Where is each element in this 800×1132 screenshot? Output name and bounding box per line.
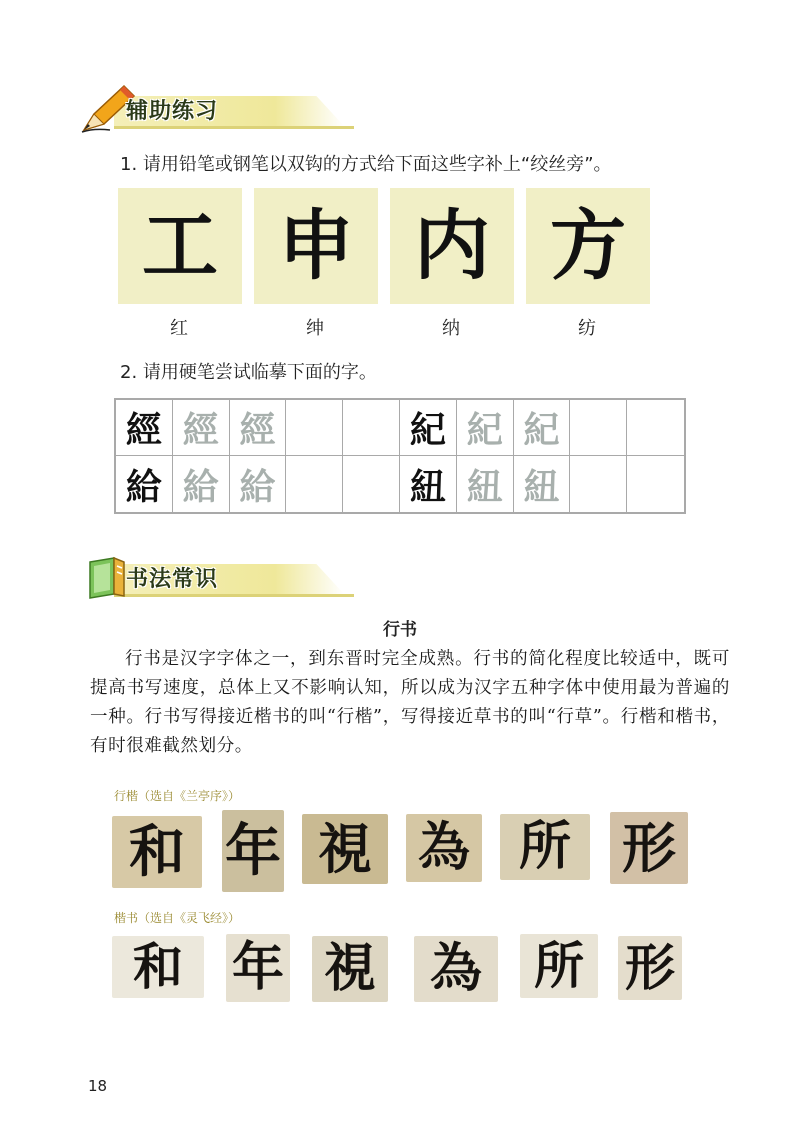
sample-glyph: 為 [429,938,482,999]
char-label-2: 绅 [306,318,324,339]
section-title: 辅助练习 [126,99,219,124]
grid-cell-trace[interactable]: 經 [230,400,287,456]
sample-glyph: 形 [625,938,675,997]
sample-caption-xingkai: 行楷（选自《兰亭序》） [114,789,241,803]
char-label-3: 纳 [442,318,460,339]
grid-cell-empty[interactable] [286,400,343,456]
grid-cell-trace[interactable]: 給 [173,456,230,512]
sample-glyph: 視 [318,817,372,881]
sample-tile [112,936,204,998]
grid-cell-empty[interactable] [343,400,400,456]
page-number: 18 [88,1077,108,1095]
sample-tile [618,936,682,1000]
grid-cell-model[interactable]: 給 [116,456,173,512]
sample-caption-kaishu: 楷书（选自《灵飞经》） [114,911,241,925]
char-box-4 [526,188,650,304]
char-box-3 [390,188,514,304]
sample-glyph: 和 [129,819,185,885]
sample-glyph: 年 [231,937,284,998]
sample-tile [414,936,498,1002]
sample-tile [226,934,290,1002]
char-box-2 [254,188,378,304]
sample-glyph: 年 [225,818,281,884]
grid-cell-trace[interactable]: 紐 [457,456,514,512]
sample-tile [312,936,388,1002]
grid-cell-model[interactable]: 紀 [400,400,457,456]
sample-glyph: 形 [622,816,676,880]
char-glyph: 申 [278,201,354,290]
sample-glyph: 所 [534,936,584,995]
grid-cell-empty[interactable] [627,400,684,456]
knowledge-paragraph: 行书是汉字字体之一，到东晋时完全成熟。行书的简化程度比较适中，既可提高书写速度，总体上又不影响认知，所以成为汉字五种字体中使用最为普遍的一种。行书写得接近楷书的叫“行楷”，写得接近草书的叫“行草”。行楷和楷书，有时很难截然划分。 [90,649,730,756]
grid-cell-model[interactable]: 經 [116,400,173,456]
sample-tile [520,934,598,998]
char-label-1: 红 [170,318,188,339]
exercise1-instruction: 1. 请用铅笔或钢笔以双钩的方式给下面这些字补上“绞丝旁”。 [120,154,612,175]
char-glyph: 工 [142,201,218,290]
sample-glyph: 為 [417,817,470,878]
sample-tile [222,810,284,892]
sample-tile [610,812,688,884]
sample-tile [302,814,388,884]
grid-cell-model[interactable]: 紐 [400,456,457,512]
sample-glyph: 和 [133,937,183,996]
exercise2-instruction: 2. 请用硬笔尝试临摹下面的字。 [120,362,377,383]
grid-cell-empty[interactable] [343,456,400,512]
section-header-practice [80,92,380,132]
grid-cell-empty[interactable] [627,456,684,512]
knowledge-heading: 行书 [383,620,417,640]
section-title: 书法常识 [126,567,219,592]
sample-tile [406,814,482,882]
char-glyph: 方 [550,201,626,290]
char-glyph: 内 [414,201,490,290]
header-underline [114,594,354,597]
practice-grid [114,398,686,514]
grid-cell-trace[interactable]: 紀 [457,400,514,456]
sample-glyph: 視 [323,938,376,999]
grid-cell-empty[interactable] [570,456,627,512]
grid-cell-empty[interactable] [570,400,627,456]
sample-tile [112,816,202,888]
char-box-1 [118,188,242,304]
grid-cell-trace[interactable]: 紀 [514,400,571,456]
section-header-knowledge [80,560,380,600]
sample-tile [500,814,590,880]
sample-glyph: 所 [518,816,571,877]
grid-cell-trace[interactable]: 給 [230,456,287,512]
char-label-4: 纺 [578,318,596,339]
book-icon [84,554,130,600]
grid-cell-trace[interactable]: 經 [173,400,230,456]
grid-cell-empty[interactable] [286,456,343,512]
grid-cell-trace[interactable]: 紐 [514,456,571,512]
header-underline [114,126,354,129]
